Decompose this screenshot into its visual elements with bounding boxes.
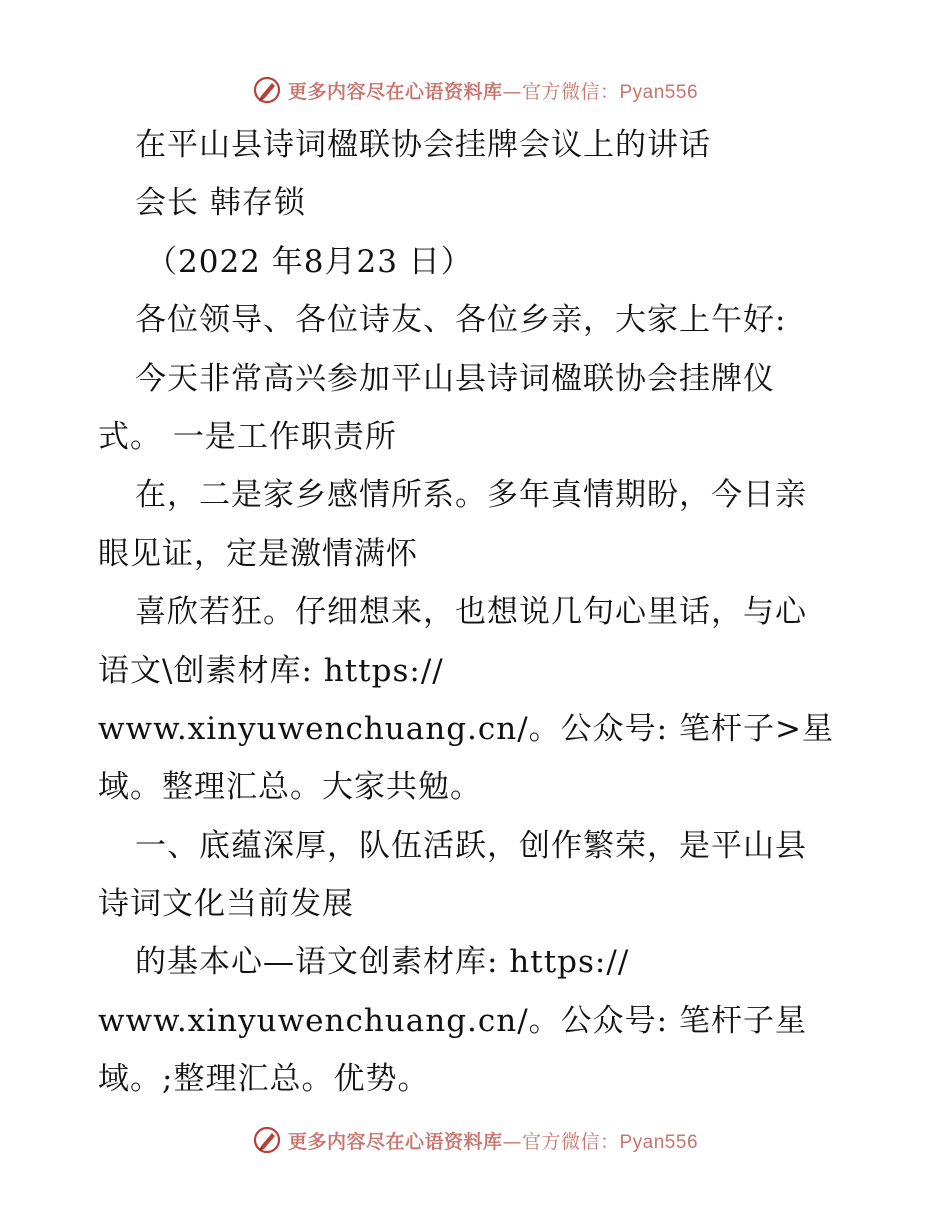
document-date: （2022 年8月23 日） [146, 243, 473, 280]
watermark-wechat-label: 官方微信： [521, 1130, 620, 1153]
body-line: 语文\创素材库: https:// [98, 652, 444, 689]
document-body [98, 116, 888, 1109]
watermark-handle: Pyan556 [619, 81, 699, 103]
footer-watermark [0, 1120, 950, 1160]
body-line: 域。;整理汇总。优势。 [98, 1061, 430, 1098]
body-line: 域。整理汇总。大家共勉。 [98, 769, 482, 806]
document-author: 会长 韩存锁 [135, 185, 306, 222]
document-title: 在平山县诗词楹联协会挂牌会议上的讲话 [135, 127, 711, 163]
body-line: www.xinyuwenchuang.cn/。公众号: 笔杆子星 [98, 1002, 807, 1039]
watermark-main: 更多内容尽在心语资料库 [287, 80, 503, 103]
watermark-separator: — [502, 1130, 522, 1153]
body-line: 在，二是家乡感情所系。多年真情期盼，今日亲 [135, 477, 807, 514]
header-watermark [0, 70, 950, 110]
watermark-handle: Pyan556 [619, 1131, 699, 1153]
body-line: www.xinyuwenchuang.cn/。公众号: 笔杆子>星 [98, 710, 834, 747]
paragraph-lines [98, 291, 888, 1108]
watermark-text [288, 1127, 698, 1154]
watermark-separator: — [502, 80, 522, 103]
watermark-wechat-label: 官方微信： [521, 80, 620, 103]
body-line: 一、底蕴深厚，队伍活跃，创作繁荣，是平山县 [135, 827, 807, 864]
pen-logo-icon [252, 75, 282, 105]
body-line: 诗词文化当前发展 [98, 886, 354, 923]
body-line: 眼见证，定是激情满怀 [98, 535, 418, 572]
body-line: 各位领导、各位诗友、各位乡亲，大家上午好: [135, 302, 787, 339]
pen-logo-icon [252, 1125, 282, 1155]
watermark-main: 更多内容尽在心语资料库 [287, 1130, 503, 1153]
watermark-text [288, 77, 698, 104]
body-line: 喜欣若狂。仔细想来，也想说几句心里话，与心 [135, 594, 807, 631]
body-line: 式。 一是工作职责所 [98, 418, 397, 455]
body-line: 的基本心—语文创素材库: https:// [135, 944, 630, 981]
body-line: 今天非常高兴参加平山县诗词楹联协会挂牌仪 [135, 360, 775, 397]
